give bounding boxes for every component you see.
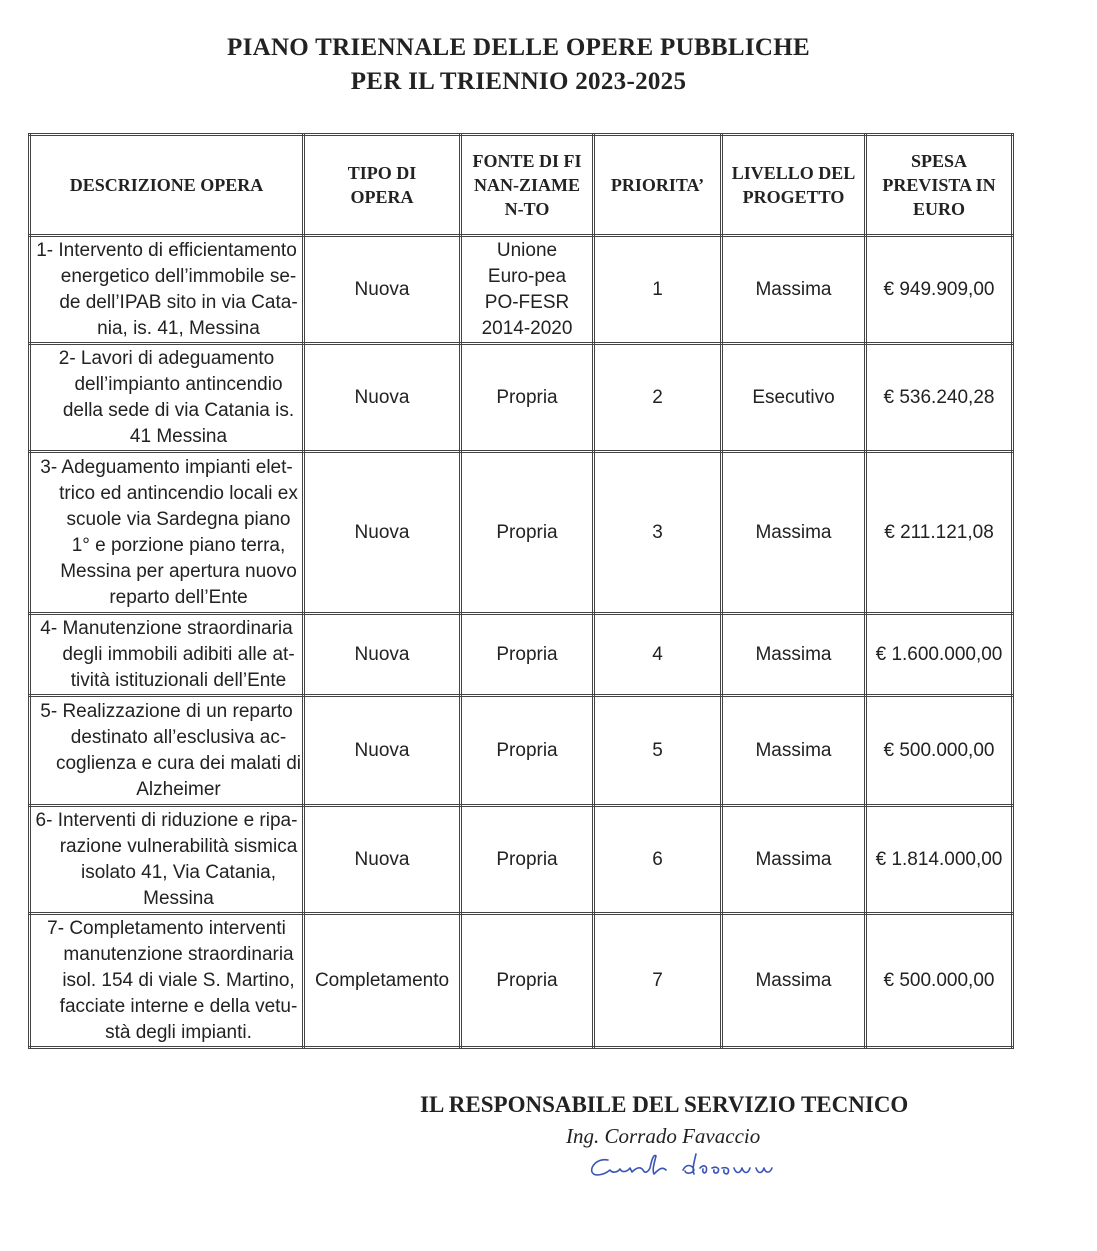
cell-spesa: € 536.240,28 xyxy=(866,344,1013,452)
cell-livello: Massima xyxy=(722,614,866,696)
cell-descrizione: 1- Intervento di efficientamento energetico dell’immobile se-de dell’IPAB sito in via Cata-nia, is. 41, Messina xyxy=(30,236,304,344)
cell-fonte: Propria xyxy=(461,696,594,806)
cell-fonte: Unione Euro-pea PO-FESR 2014-2020 xyxy=(461,236,594,344)
cell-fonte: Propria xyxy=(461,452,594,614)
cell-spesa: € 500.000,00 xyxy=(866,914,1013,1048)
cell-spesa: € 500.000,00 xyxy=(866,696,1013,806)
cell-livello: Esecutivo xyxy=(722,344,866,452)
cell-fonte: Propria xyxy=(461,806,594,914)
cell-fonte: Propria xyxy=(461,614,594,696)
table-row xyxy=(30,914,1013,1048)
table-row xyxy=(30,614,1013,696)
cell-fonte: Propria xyxy=(461,344,594,452)
cell-descrizione: 2- Lavori di adeguamento dell’impianto antincendio della sede di via Catania is. 41 Messina xyxy=(30,344,304,452)
table-header-row xyxy=(30,135,1013,236)
cell-priorita: 2 xyxy=(594,344,722,452)
cell-spesa: € 1.600.000,00 xyxy=(866,614,1013,696)
cell-descrizione: 3- Adeguamento impianti elet-trico ed antincendio locali ex scuole via Sardegna piano 1° e porzione piano terra, Messina per apertura nuovo reparto dell’Ente xyxy=(30,452,304,614)
cell-priorita: 5 xyxy=(594,696,722,806)
cell-livello: Massima xyxy=(722,914,866,1048)
cell-spesa: € 1.814.000,00 xyxy=(866,806,1013,914)
responsabile-title: IL RESPONSABILE DEL SERVIZIO TECNICO xyxy=(420,1092,909,1117)
cell-tipo: Nuova xyxy=(304,806,461,914)
table-row xyxy=(30,344,1013,452)
cell-livello: Massima xyxy=(722,236,866,344)
handwritten-signature xyxy=(588,1146,818,1196)
cell-tipo: Nuova xyxy=(304,344,461,452)
header-priorita: PRIORITA’ xyxy=(594,135,722,236)
cell-priorita: 3 xyxy=(594,452,722,614)
cell-priorita: 6 xyxy=(594,806,722,914)
header-livello: LIVELLO DEL PROGETTO xyxy=(722,135,866,236)
cell-livello: Massima xyxy=(722,696,866,806)
table-row xyxy=(30,452,1013,614)
responsabile-name: Ing. Corrado Favaccio xyxy=(566,1124,761,1148)
cell-spesa: € 949.909,00 xyxy=(866,236,1013,344)
opere-table xyxy=(28,133,1014,1049)
header-spesa: SPESA PREVISTA IN EURO xyxy=(866,135,1013,236)
document-title-line1: PIANO TRIENNALE DELLE OPERE PUBBLICHE xyxy=(227,34,810,61)
cell-tipo: Nuova xyxy=(304,614,461,696)
table-row xyxy=(30,236,1013,344)
cell-descrizione: 4- Manutenzione straordinaria degli immobili adibiti alle at-tività istituzionali dell’Ente xyxy=(30,614,304,696)
header-descrizione: DESCRIZIONE OPERA xyxy=(30,135,304,236)
cell-tipo: Nuova xyxy=(304,236,461,344)
header-tipo: TIPO DI OPERA xyxy=(304,135,461,236)
cell-tipo: Nuova xyxy=(304,696,461,806)
cell-priorita: 1 xyxy=(594,236,722,344)
cell-fonte: Propria xyxy=(461,914,594,1048)
document-title-line2: PER IL TRIENNIO 2023-2025 xyxy=(350,68,687,95)
cell-descrizione: 7- Completamento interventi manutenzione straordinaria isol. 154 di viale S. Martino, facciate interne e della vetu-stà degli impianti. xyxy=(30,914,304,1048)
table-row xyxy=(30,806,1013,914)
cell-spesa: € 211.121,08 xyxy=(866,452,1013,614)
cell-tipo: Completamento xyxy=(304,914,461,1048)
cell-descrizione: 5- Realizzazione di un reparto destinato all’esclusiva ac-coglienza e cura dei malati di Alzheimer xyxy=(30,696,304,806)
table-row xyxy=(30,696,1013,806)
cell-livello: Massima xyxy=(722,806,866,914)
header-fonte: FONTE DI FINAN-ZIAMEN-TO xyxy=(461,135,594,236)
cell-priorita: 7 xyxy=(594,914,722,1048)
cell-descrizione: 6- Interventi di riduzione e ripa-razione vulnerabilità sismica isolato 41, Via Catania, Messina xyxy=(30,806,304,914)
cell-livello: Massima xyxy=(722,452,866,614)
cell-priorita: 4 xyxy=(594,614,722,696)
cell-tipo: Nuova xyxy=(304,452,461,614)
